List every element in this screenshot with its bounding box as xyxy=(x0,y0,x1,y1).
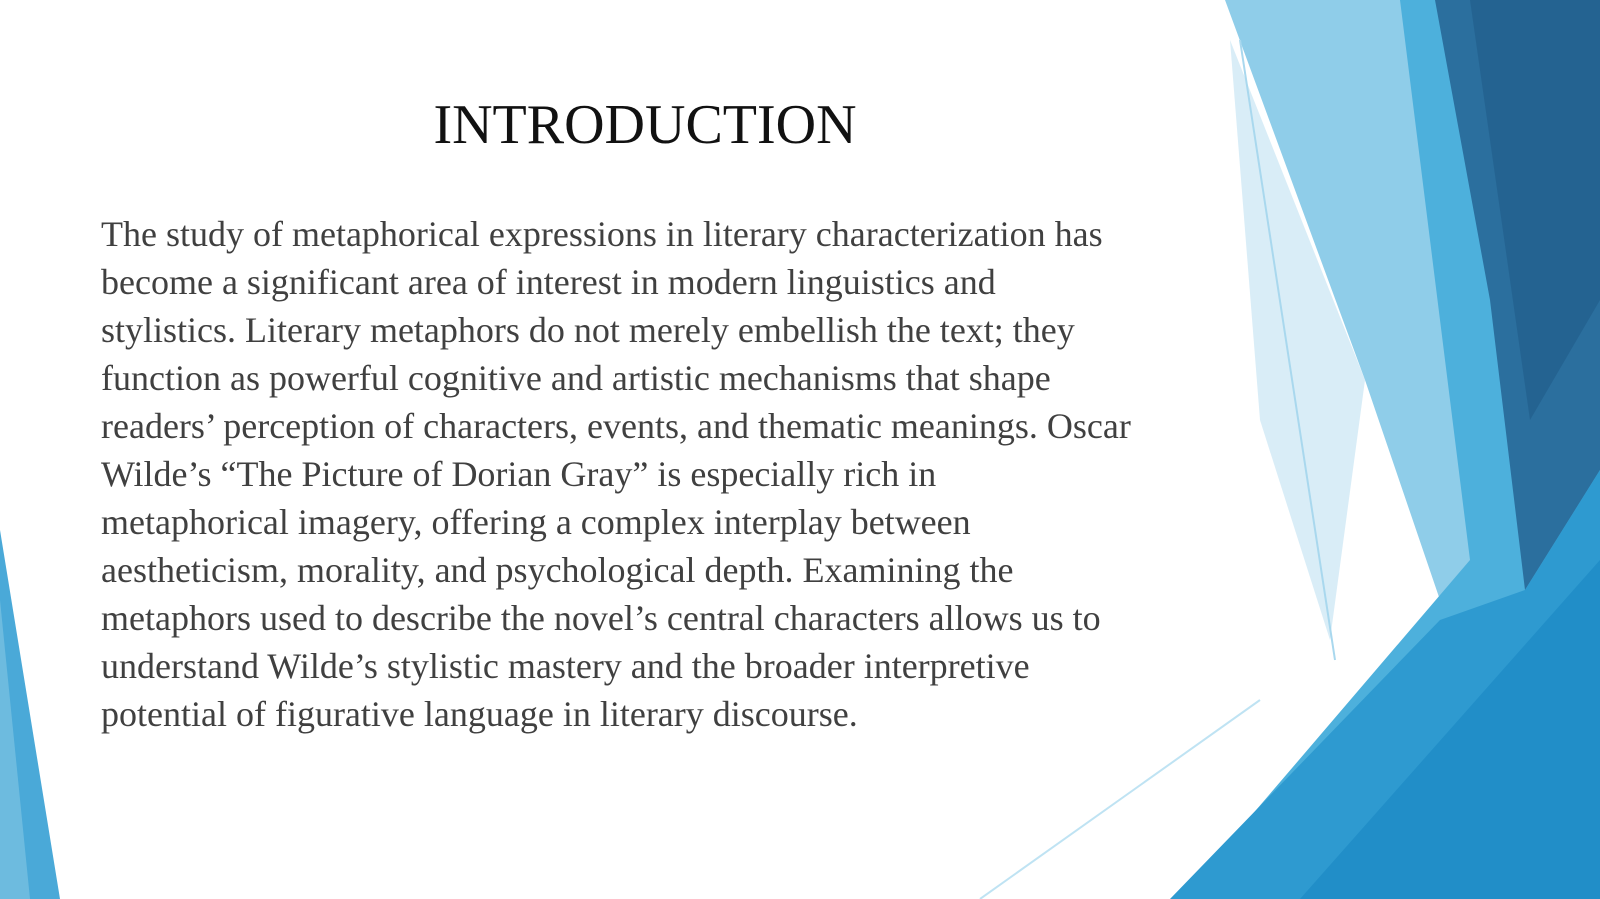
body-line: Wilde’s “The Picture of Dorian Gray” is especially rich in xyxy=(101,454,937,494)
body-line: aestheticism, morality, and psychological depth. Examining the xyxy=(101,550,1014,590)
body-line: readers’ perception of characters, events, and thematic meanings. Oscar xyxy=(101,406,1131,446)
body-line: function as powerful cognitive and artistic mechanisms that shape xyxy=(101,358,1051,398)
body-line: metaphors used to describe the novel’s central characters allows us to xyxy=(101,598,1101,638)
body-line: stylistics. Literary metaphors do not merely embellish the text; they xyxy=(101,310,1075,350)
body-line: metaphorical imagery, offering a complex interplay between xyxy=(101,502,971,542)
body-line: The study of metaphorical expressions in literary characterization has xyxy=(101,214,1103,254)
slide-title: INTRODUCTION xyxy=(433,94,857,156)
body-line: become a significant area of interest in modern linguistics and xyxy=(101,262,996,302)
slide-body-text xyxy=(101,210,1251,738)
body-line: understand Wilde’s stylistic mastery and the broader interpretive xyxy=(101,646,1030,686)
body-line: potential of figurative language in literary discourse. xyxy=(101,694,858,734)
